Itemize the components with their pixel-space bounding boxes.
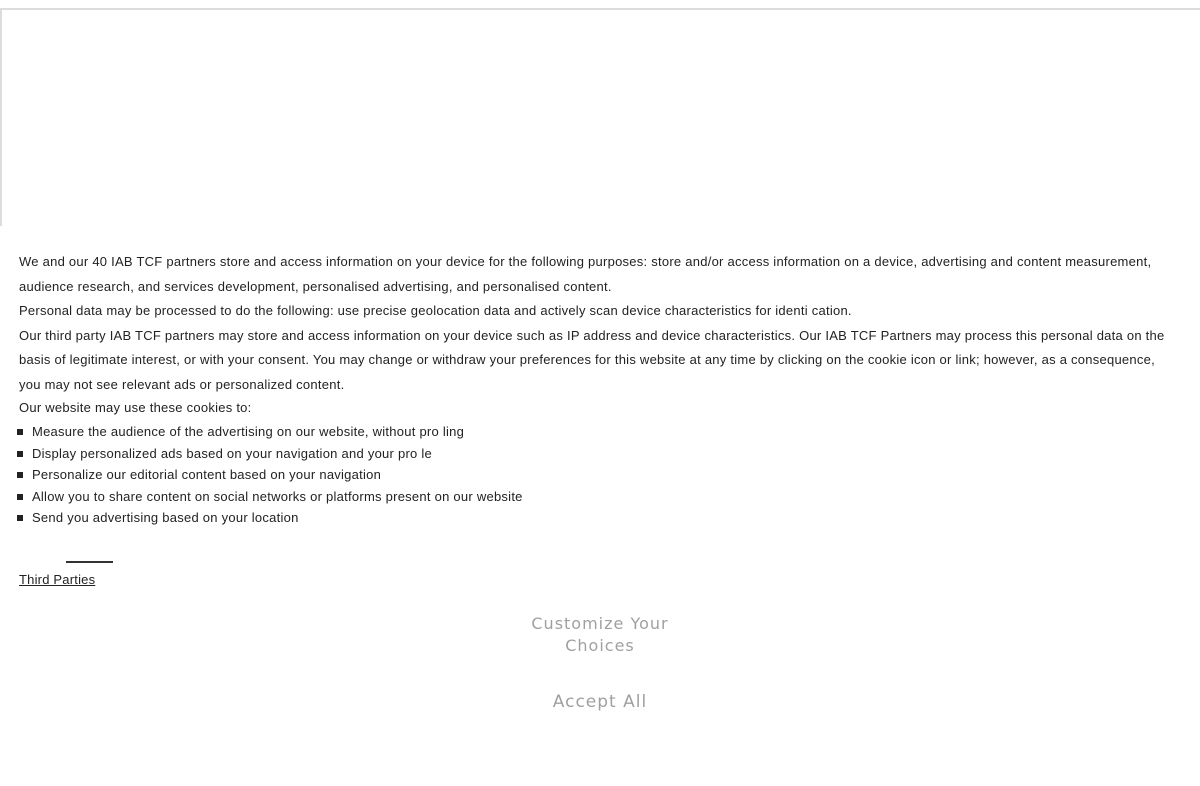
purpose-text: Send you advertising based on your location (32, 510, 299, 525)
bullet-icon (17, 494, 23, 500)
purpose-list (19, 421, 1169, 529)
third-parties-link[interactable]: Third Parties (19, 572, 96, 587)
list-item (19, 421, 1169, 443)
bullet-icon (17, 451, 23, 457)
bullet-icon (17, 515, 23, 521)
purpose-text: Display personalized ads based on your navigation and your pro le (32, 445, 432, 461)
consent-paragraph-personal-data: Personal data may be processed to do the following: use precise geolocation data and actively scan device characteristics for identi cation. (19, 303, 852, 318)
list-item (19, 507, 1169, 529)
customize-choices-button[interactable]: Customize Your Choices (500, 613, 700, 657)
consent-notice (19, 250, 1169, 529)
purpose-text: Personalize our editorial content based on your navigation (32, 467, 382, 482)
embedded-frame (0, 8, 1200, 226)
list-item (19, 464, 1169, 486)
consent-paragraph-purposes: We and our 40 IAB TCF partners store and access information on your device for the following purposes: store and/or access information on a device, advertising and content measurement, audience research, and services development, personalised advertising, and personalised content. (19, 254, 1152, 294)
purpose-text: Allow you to share content on social networks or platforms present on our website (32, 488, 523, 504)
accept-all-button[interactable]: Accept All (500, 690, 700, 714)
purpose-text: Measure the audience of the advertising on our website, without pro ling (32, 424, 465, 439)
consent-paragraph-third-party: Our third party IAB TCF partners may store and access information on your device such as IP address and device characteristics. Our IAB TCF Partners may process this personal data on the basis of legitimate interest, or with your consent. You may change or withdraw your preferences for this website at any time by clicking on the cookie icon or link; however, as a consequence, you may not see relevant ads or personalized content. (19, 327, 1165, 392)
bullet-icon (17, 472, 23, 478)
list-item (19, 486, 1169, 508)
list-item (19, 443, 1169, 465)
section-divider (66, 561, 113, 563)
bullet-icon (17, 429, 23, 435)
cookies-intro: Our website may use these cookies to: (19, 400, 252, 415)
